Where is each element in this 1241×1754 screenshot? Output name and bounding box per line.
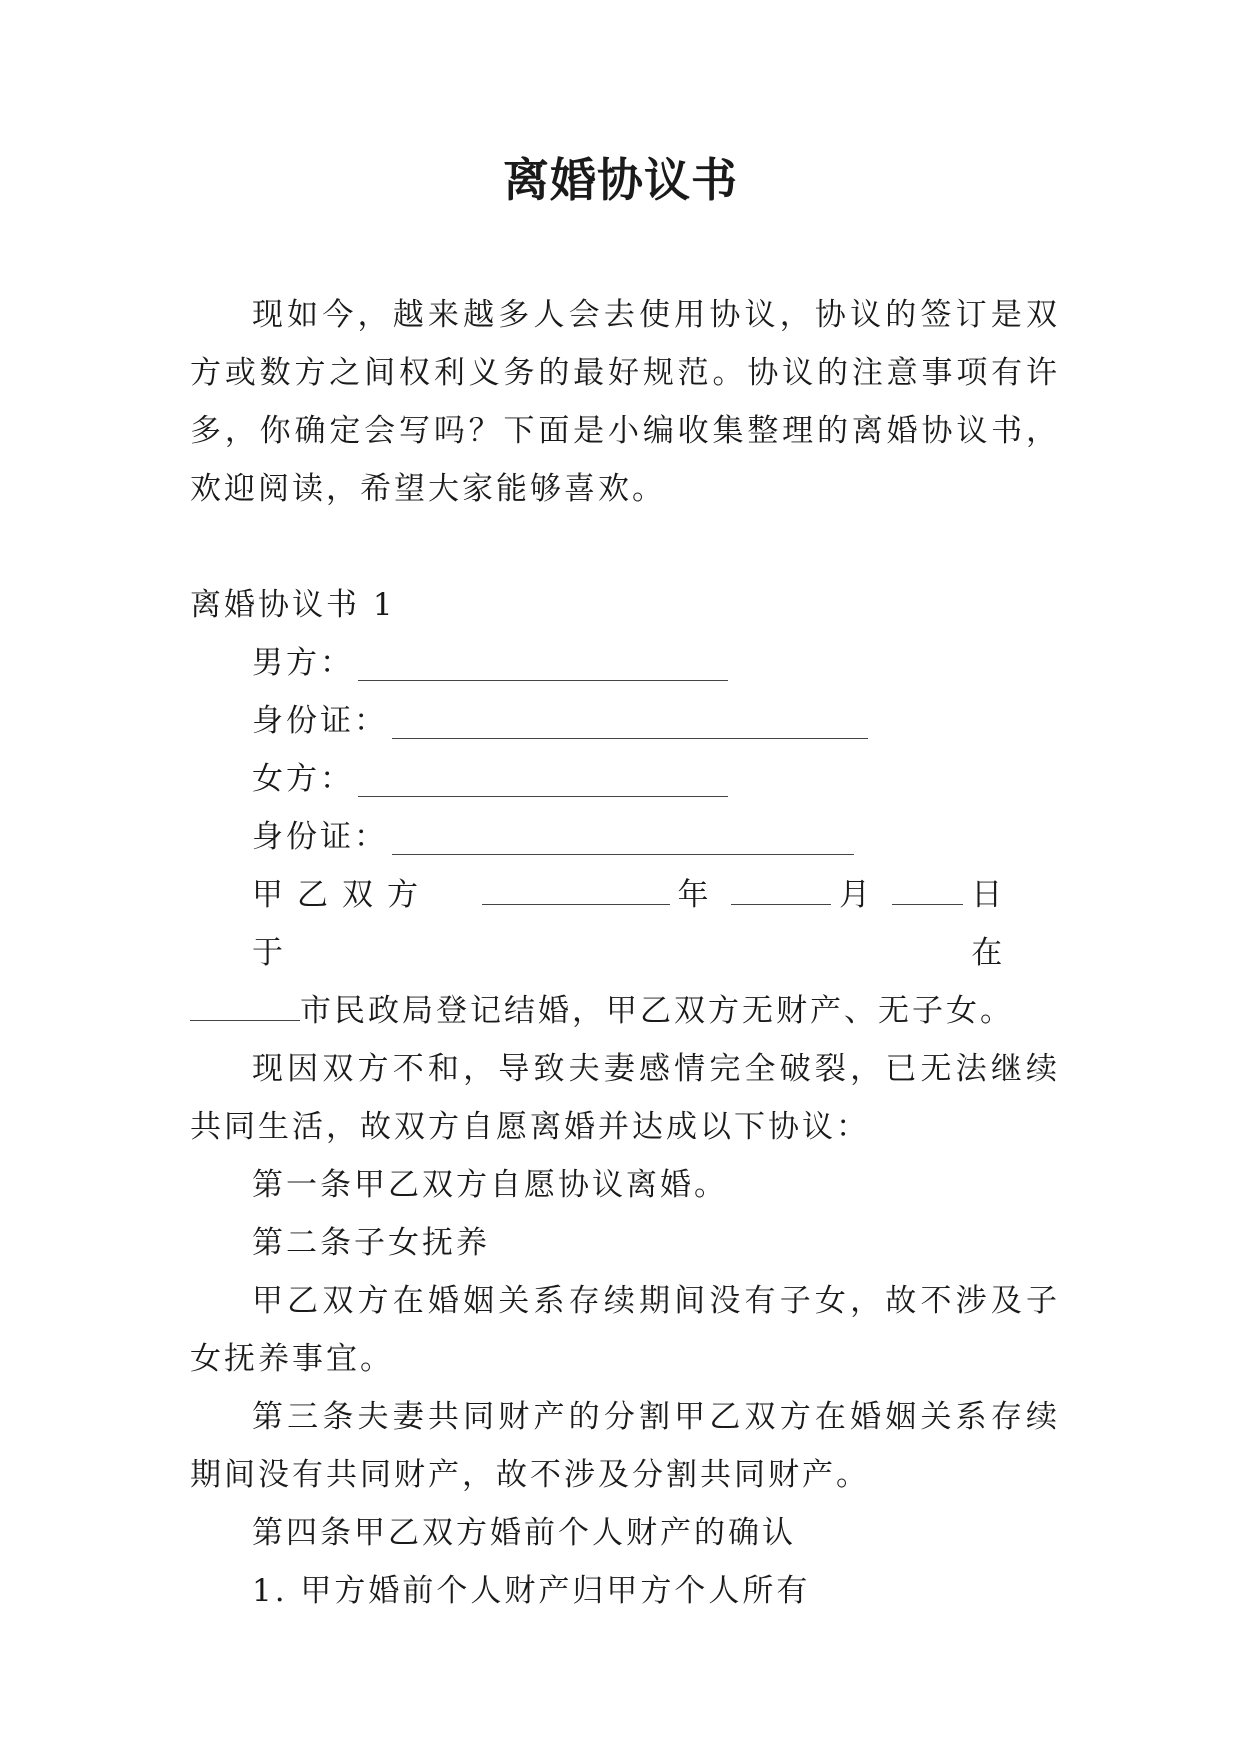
article-four-heading: 第四条甲乙双方婚前个人财产的确认 (252, 1515, 796, 1551)
city-blank[interactable] (190, 990, 300, 1021)
female-id-blank[interactable] (392, 820, 854, 855)
month-label: 月 (839, 877, 885, 913)
article-two-body: 甲乙双方在婚姻关系存续期间没有子女，故不涉及子女抚养事宜。 (190, 1283, 1060, 1377)
male-id-blank[interactable] (392, 704, 868, 739)
paragraph: 现因双方不和，导致夫妻感情完全破裂，已无法继续共同生活，故双方自愿离婚并达成以下协议： (190, 1051, 1060, 1145)
registration-line (190, 982, 1060, 1040)
document-body (190, 286, 1060, 1620)
spacer (190, 518, 1060, 576)
male-label: 男方： (252, 645, 354, 681)
male-field[interactable] (190, 634, 1060, 692)
registration-text: 市民政局登记结婚，甲乙双方无财产、无子女。 (300, 993, 1014, 1029)
marriage-date-line (190, 866, 1060, 982)
male-blank[interactable] (358, 646, 728, 681)
female-blank[interactable] (358, 762, 728, 797)
section-heading: 离婚协议书 1 (190, 587, 396, 623)
document-title: 离婚协议书 (503, 153, 738, 207)
article-two-heading: 第二条子女抚养 (252, 1225, 490, 1261)
day-blank[interactable] (892, 876, 963, 905)
intro-paragraph: 现如今，越来越多人会去使用协议，协议的签订是双方或数方之间权利义务的最好规范。协议的注意事项有许多，你确定会写吗？下面是小编收集整理的离婚协议书，欢迎阅读，希望大家能够喜欢。 (190, 297, 1060, 507)
article-three: 第三条夫妻共同财产的分割甲乙双方在婚姻关系存续期间没有共同财产，故不涉及分割共同财产。 (190, 1399, 1060, 1493)
month-blank[interactable] (731, 876, 832, 905)
male-id-field[interactable] (190, 692, 1060, 750)
year-blank[interactable] (482, 876, 669, 905)
article-four-item-1: 1. 甲方婚前个人财产归甲方个人所有 (252, 1573, 811, 1609)
female-id-field[interactable] (190, 808, 1060, 866)
year-label: 年 (677, 877, 723, 913)
female-id-label: 身份证： (252, 819, 388, 855)
article-one: 第一条甲乙双方自愿协议离婚。 (252, 1167, 728, 1203)
male-id-label: 身份证： (252, 703, 388, 739)
day-place-label: 日在 (971, 877, 1017, 971)
female-label: 女方： (252, 761, 354, 797)
date-prefix: 甲乙双方于 (252, 877, 432, 971)
female-field[interactable] (190, 750, 1060, 808)
